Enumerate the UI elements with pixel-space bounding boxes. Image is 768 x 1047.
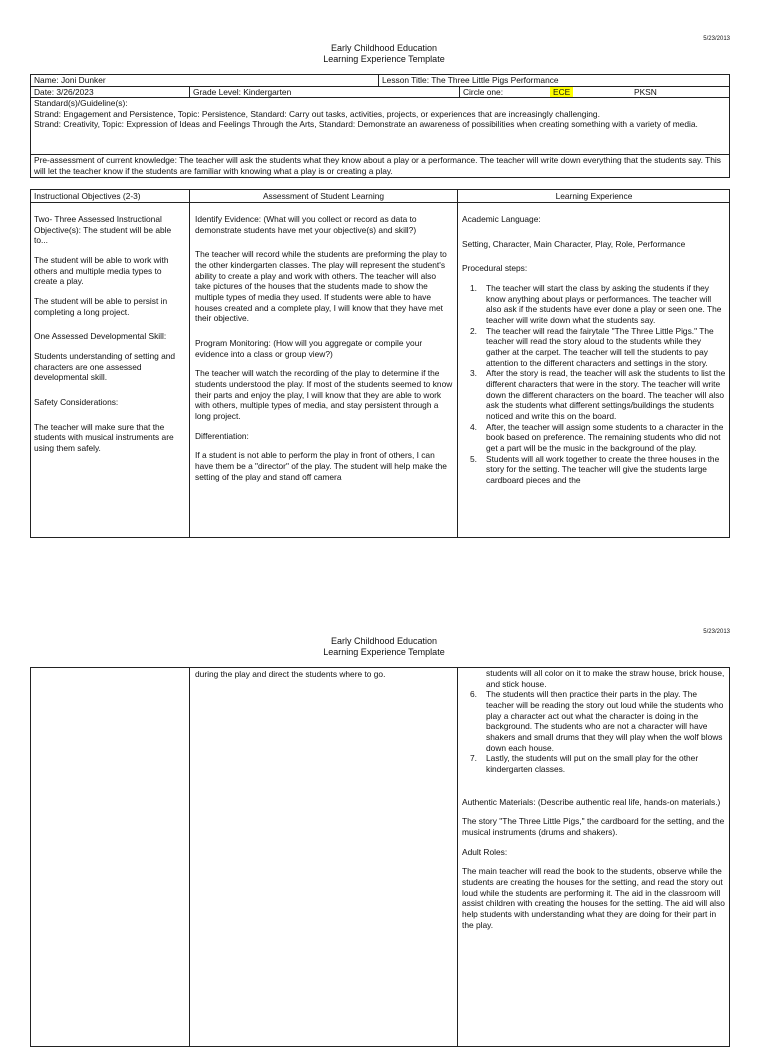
ece-option: ECE [550, 87, 590, 98]
program-monitoring-label: Program Monitoring: (How will you aggregate or compile your evidence into a class or group view?) [195, 338, 423, 359]
list-item: 4. After, the teacher will assign some students to a character in the book based on preference. The remaining students who did not get a part will be the music in the background of the play. [470, 421, 724, 454]
experience-column-continued [462, 668, 726, 1022]
list-item: 1. The teacher will start the class by asking the students if they know anything about plays or performances. The teacher will also ask if the students have ever done a play or seen one. The teacher will write down what the students say. [470, 283, 722, 326]
col-header-objectives: Instructional Objectives (2-3) [34, 191, 141, 201]
academic-language-label: Academic Language: [462, 214, 541, 224]
header-subtitle: Learning Experience Template [323, 647, 445, 658]
date-stamp: 5/23/2013 [703, 629, 730, 635]
adult-roles-text: The main teacher will read the book to the students, observe while the students are creating the houses for the setting, and read the story out loud while the students are performing it. The aid in the classroom will assist children with creating the houses for the setting. The aid will also help students with understanding what they are doing for their part in the play. [462, 866, 725, 930]
strand-2: Strand: Creativity, Topic: Expression of Ideas and Feelings Through the Arts, Standard: Demonstrate an awareness of possibilities when creating something with a variety of media. [34, 119, 698, 130]
pksn-option: PKSN [634, 87, 657, 97]
evidence-text: The teacher will record while the students are preforming the play to the other kindergarten classes. The play will represent the student's ability to create a play and work with others. The teacher will also take pictures of the houses that the students made to show the multiple types of media they used. If students were able to have houses created and a complete play, I will know that they have met their objective. [195, 249, 447, 324]
preassessment: Pre-assessment of current knowledge: The teacher will ask the students what they know about a play or a performance. The teacher will write down everything that the students say. This will let the teacher know if the students are familiar with knowing what a play is or creating a play. [34, 155, 721, 176]
academic-language-text: Setting, Character, Main Character, Play, Role, Performance [462, 238, 686, 249]
grade-level: Grade Level: Kindergarten [193, 87, 292, 97]
list-item: 7. Lastly, the students will put on the small play for the other kindergarten classes. [470, 753, 699, 775]
header-subtitle: Learning Experience Template [323, 54, 445, 65]
objective-1: The student will be able to work with others and multiple media types to create a play. [34, 255, 169, 287]
objectives-column [34, 214, 186, 536]
procedural-steps-list-continued [462, 689, 726, 774]
list-item: 6. The students will then practice their parts in the play. The teacher will be reading the story out loud while the students who play a character act out what the character is doing in the background. The students who are not a character will have shakers and small drums that they will play when the wolf blows down each house. [470, 689, 724, 753]
authentic-materials-text: The story "The Three Little Pigs," the cardboard for the setting, and the musical instruments (drums and shakers). [462, 816, 725, 838]
strand-1: Strand: Engagement and Persistence, Topic: Persistence, Standard: Carry out tasks, activities, projects, or experiences that are increasingly challenging. [34, 108, 600, 119]
header-title: Early Childhood Education [330, 43, 438, 53]
col-header-assessment: Assessment of Student Learning [262, 191, 385, 201]
assessment-column [195, 214, 453, 537]
assessment-continued: during the play and direct the students where to go. [195, 669, 386, 679]
standards-section [34, 98, 726, 130]
date-stamp: 5/23/2013 [703, 36, 730, 42]
program-monitoring-text: The teacher will watch the recording of the play to determine if the students understood the play. If most of the students seemed to know their parts and enjoy the play, I will know that they are able to work with others, multiple types of media, and stay persistent through a long project. [195, 368, 453, 422]
circle-one-label: Circle one: [463, 87, 504, 97]
adult-roles-label: Adult Roles: [462, 846, 508, 857]
col-header-experience: Learning Experience [555, 191, 633, 201]
lesson-date: Date: 3/26/2023 [34, 87, 94, 97]
list-item: 5. Students will all work together to create the three houses in the story for the setting. The teacher will give the students large cardboard pieces and the [470, 453, 720, 486]
student-name: Name: Joni Dunker [34, 75, 106, 85]
page-header [0, 636, 768, 659]
experience-column [462, 214, 726, 537]
standards-label: Standard(s)/Guideline(s): [34, 98, 128, 108]
differentiation-label: Differentiation: [195, 430, 249, 441]
identify-evidence-label: Identify Evidence: (What will you collect or record as data to demonstrate students have met your objective(s) and skill?) [195, 214, 417, 235]
lesson-title: Lesson Title: The Three Little Pigs Performance [382, 75, 559, 85]
page-header [0, 43, 768, 66]
objective-2: The student will be able to persist in completing a long project. [34, 296, 168, 317]
document-page-2 [0, 618, 768, 1024]
list-item: 3. After the story is read, the teacher will ask the students to list the different characters that were in the story. The teacher will write down the different characters on the board. The teacher will also ask the students what different settings/buildings the students noticed and write this on the board. [470, 368, 726, 422]
header-title: Early Childhood Education [330, 636, 438, 646]
differentiation-text: If a student is not able to perform the play in front of others, I can have them be a "director" of the play. The student will help make the setting of the play and stand off camera [195, 450, 447, 482]
step-5-continued: students will all color on it to make the straw house, brick house, and stick house. [486, 668, 725, 689]
procedural-steps-list [462, 283, 726, 486]
authentic-materials-label: Authentic Materials: (Describe authentic real life, hands-on materials.) [462, 796, 721, 807]
safety-text: The teacher will make sure that the students with musical instruments are using them safely. [34, 421, 174, 454]
safety-label: Safety Considerations: [34, 397, 119, 408]
list-item: 2. The teacher will read the fairytale "The Three Little Pigs." The teacher will read the story aloud to the students while they gather at the carpet. The teacher will tell the students to pay attention to the different characters and settings in the story. [470, 325, 714, 368]
procedural-steps-label: Procedural steps: [462, 263, 528, 274]
developmental-skill-text: Students understanding of setting and characters are one assessed developmental skill. [34, 351, 176, 383]
developmental-skill-label: One Assessed Developmental Skill: [34, 331, 167, 342]
objectives-intro: Two- Three Assessed Instructional Objective(s): The student will be able to... [34, 214, 172, 246]
